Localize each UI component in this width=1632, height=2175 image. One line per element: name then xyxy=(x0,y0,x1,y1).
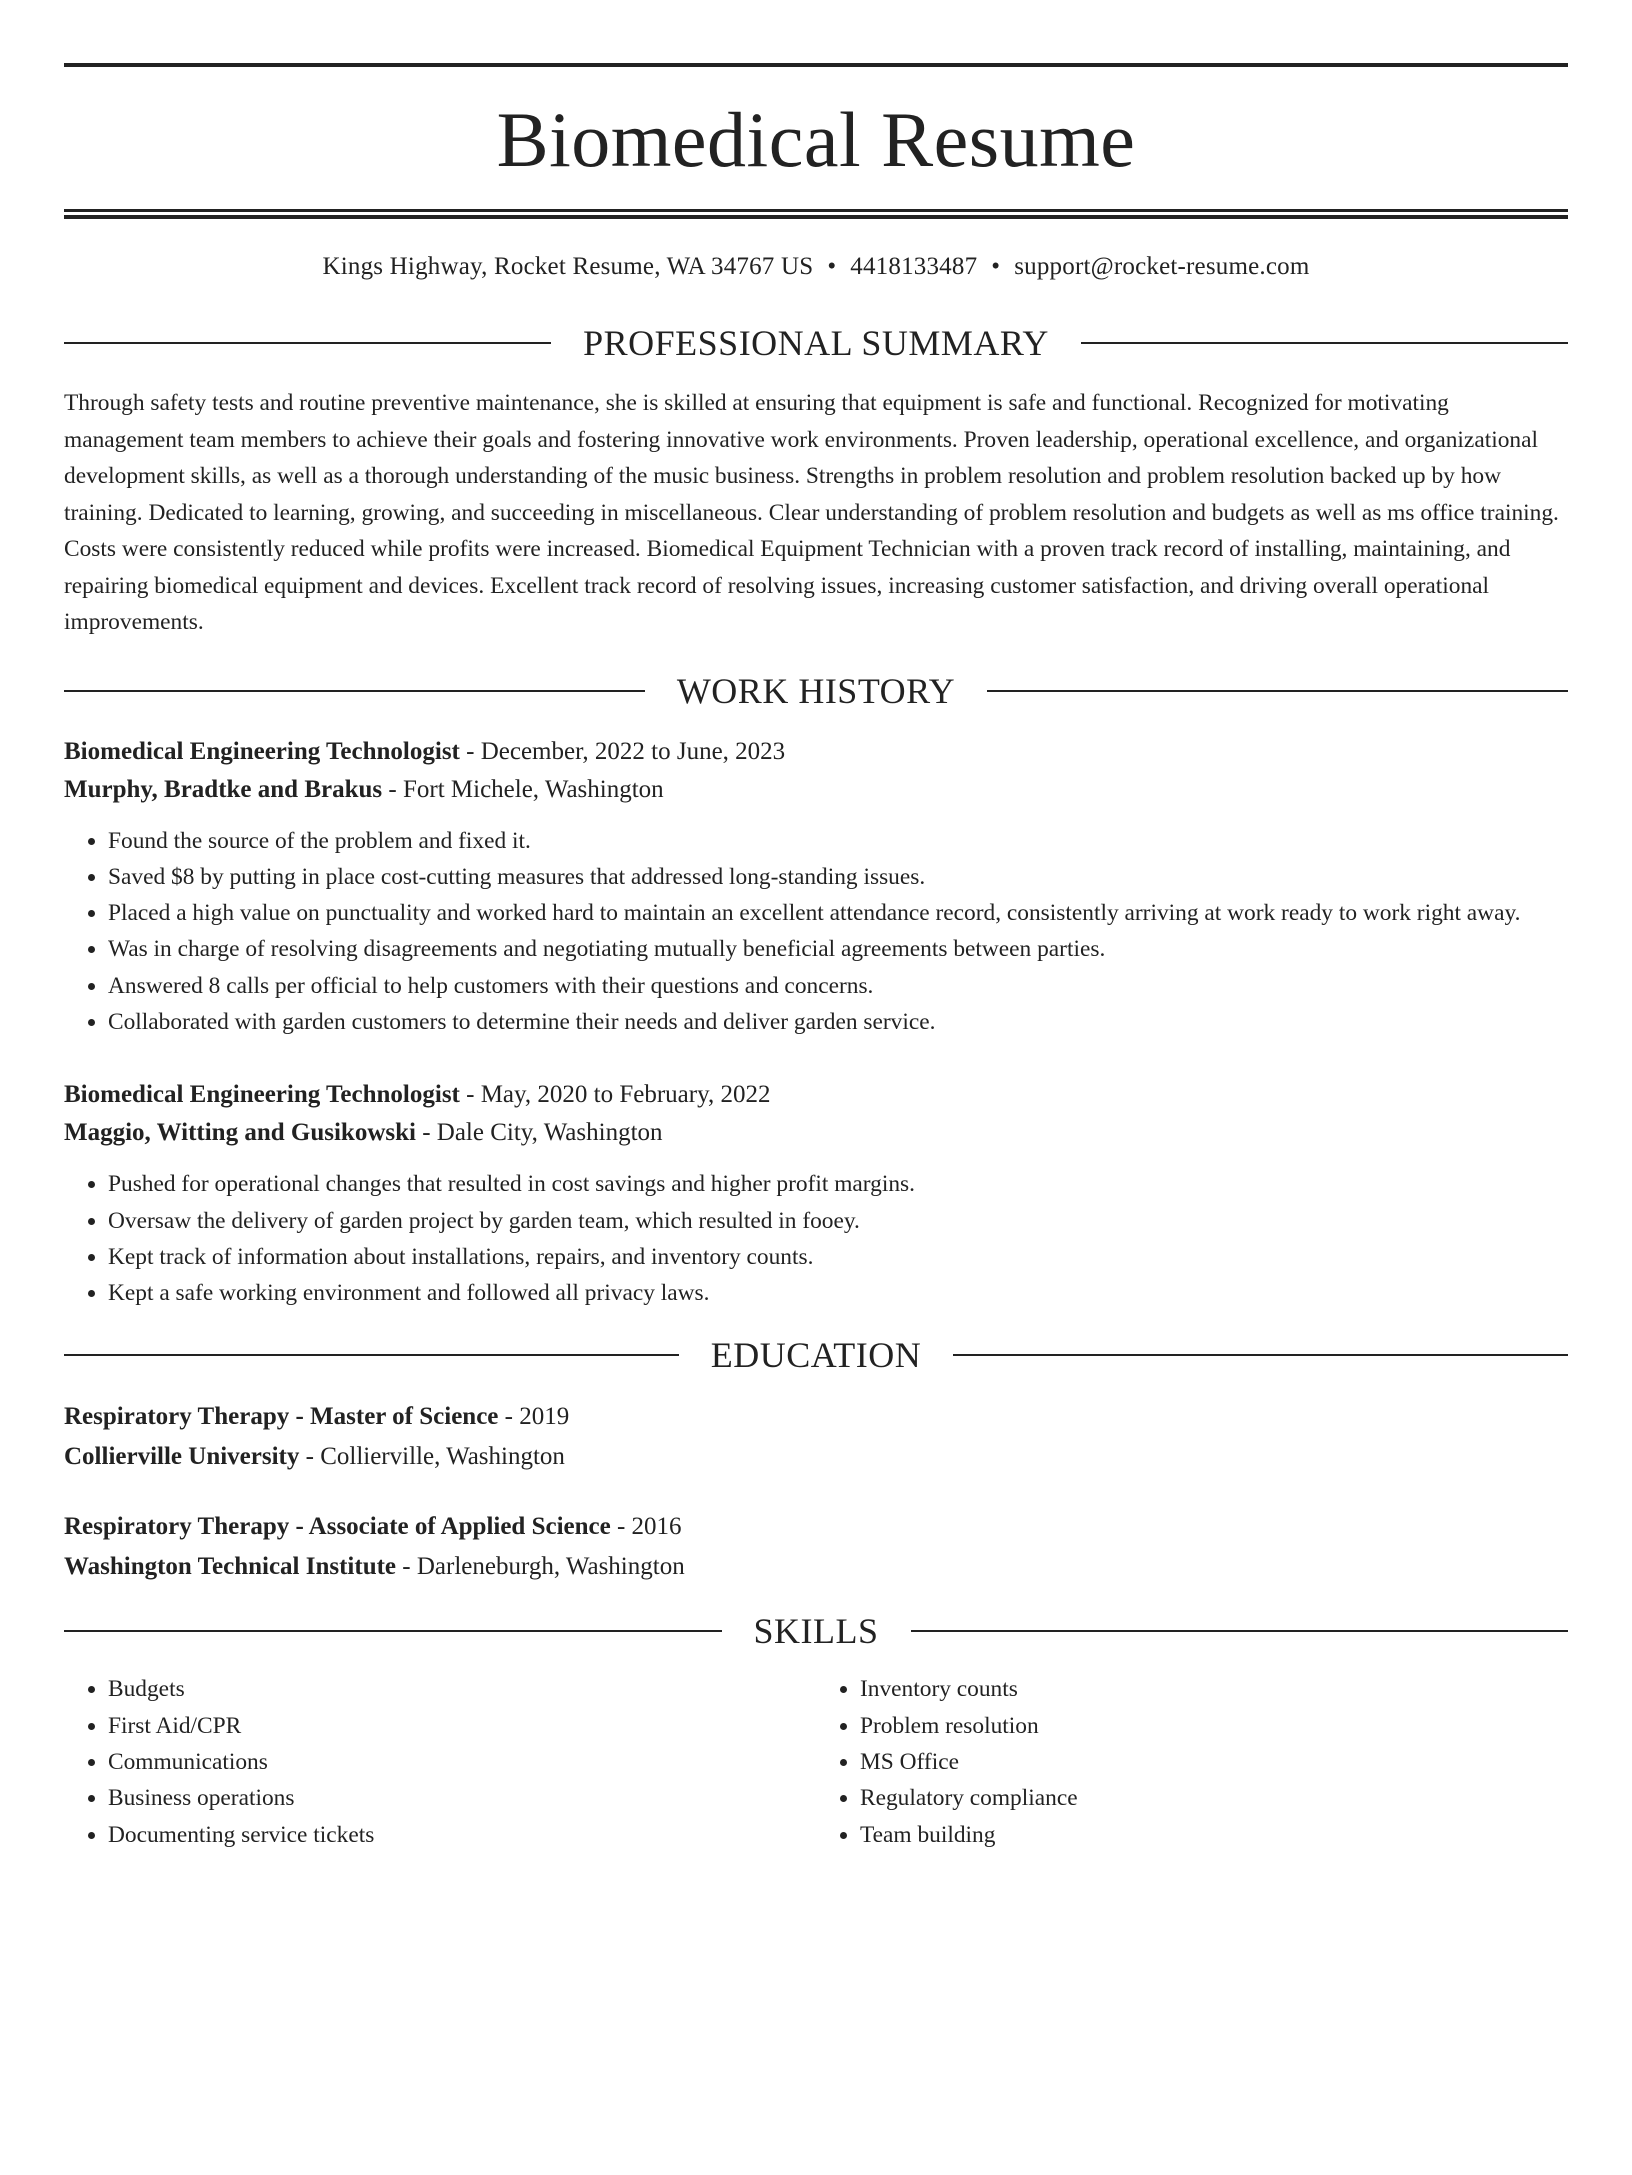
job-bullets xyxy=(64,823,1568,1041)
education-degree: Respiratory Therapy - Master of Science xyxy=(64,1403,499,1431)
education-entry xyxy=(64,1397,1568,1477)
skill-item: • Problem resolution xyxy=(860,1708,1568,1744)
heading-rule xyxy=(953,1354,1568,1356)
heading-rule xyxy=(64,1630,722,1632)
skill-item: • Communications xyxy=(108,1744,816,1780)
skill-item: • Documenting service tickets xyxy=(108,1817,816,1853)
resume-page xyxy=(0,63,1632,2175)
contact-email: support@rocket-resume.com xyxy=(1014,253,1310,280)
section-heading-summary xyxy=(64,323,1568,363)
section-heading-education xyxy=(64,1335,1568,1375)
skills-column-right xyxy=(816,1671,1568,1852)
job-company: Murphy, Bradtke and Brakus xyxy=(64,775,383,803)
skill-item: • Regulatory compliance xyxy=(860,1780,1568,1816)
education-year: - 2016 xyxy=(610,1513,682,1541)
education-school-line xyxy=(64,1437,1568,1477)
heading-rule xyxy=(911,1630,1569,1632)
list-item: • Saved $8 by putting in place cost-cutting measures that addressed long-standing issues. xyxy=(108,859,1568,895)
education-degree-line xyxy=(64,1507,1568,1547)
job-company-line xyxy=(64,1114,1568,1152)
title-double-rule xyxy=(64,209,1568,219)
education-year: - 2019 xyxy=(498,1403,570,1431)
job-title: Biomedical Engineering Technologist xyxy=(64,737,460,765)
list-item: • Found the source of the problem and fixed it. xyxy=(108,823,1568,859)
job-title-line xyxy=(64,733,1568,771)
education-school-line xyxy=(64,1547,1568,1587)
education-entry xyxy=(64,1507,1568,1587)
section-title: EDUCATION xyxy=(710,1335,922,1376)
list-item: • Placed a high value on punctuality and worked hard to maintain an excellent attendance record, consistently arriving at work ready to work right away. xyxy=(108,895,1568,931)
list-item: • Was in charge of resolving disagreements and negotiating mutually beneficial agreements between parties. xyxy=(108,931,1568,967)
list-item: • Kept track of information about installations, repairs, and inventory counts. xyxy=(108,1239,1568,1275)
skill-item: • MS Office xyxy=(860,1744,1568,1780)
summary-text: Through safety tests and routine preventive maintenance, she is skilled at ensuring that equipment is safe and functional. Recognized for motivating management team members to achieve their goals and fostering innovative work environments. Proven leadership, operational excellence, and organizational development skills, as well as a thorough understanding of the music business. Strengths in problem resolution and problem resolution backed up by how training. Dedicated to learning, growing, and succeeding in miscellaneous. Clear understanding of problem resolution and budgets as well as ms office training. Costs were consistently reduced while profits were increased. Biomedical Equipment Technician with a proven track record of installing, maintaining, and repairing biomedical equipment and devices. Excellent track record of resolving issues, increasing customer satisfaction, and driving overall operational improvements. xyxy=(64,390,1559,635)
heading-rule xyxy=(64,690,645,692)
section-heading-skills xyxy=(64,1611,1568,1651)
job-title-line xyxy=(64,1076,1568,1114)
skills-column-left xyxy=(64,1671,816,1852)
job-location: - Dale City, Washington xyxy=(415,1119,663,1147)
job-entry xyxy=(64,1076,1568,1311)
section-title: SKILLS xyxy=(753,1611,879,1652)
list-item: • Collaborated with garden customers to determine their needs and deliver garden service. xyxy=(108,1004,1568,1040)
document-title: Biomedical Resume xyxy=(496,96,1136,183)
skill-item: • Business operations xyxy=(108,1780,816,1816)
skill-item: • Budgets xyxy=(108,1671,816,1707)
job-location: - Fort Michele, Washington xyxy=(382,775,664,803)
job-company-line xyxy=(64,771,1568,809)
contact-line xyxy=(64,252,1568,282)
contact-address: Kings Highway, Rocket Resume, WA 34767 US xyxy=(322,253,814,280)
skill-item: • First Aid/CPR xyxy=(108,1708,816,1744)
education-location: - Collierville, Washington xyxy=(299,1443,565,1471)
education-school: Washington Technical Institute xyxy=(64,1553,397,1581)
heading-rule xyxy=(987,690,1568,692)
education-degree-line xyxy=(64,1397,1568,1437)
job-bullets xyxy=(64,1166,1568,1311)
contact-phone: 4418133487 xyxy=(850,253,978,280)
job-entry xyxy=(64,733,1568,1041)
education-location: - Darleneburgh, Washington xyxy=(396,1553,685,1581)
list-item: • Kept a safe working environment and followed all privacy laws. xyxy=(108,1275,1568,1311)
skills-grid xyxy=(64,1671,1568,1852)
education-school: Collierville University xyxy=(64,1443,300,1471)
job-company: Maggio, Witting and Gusikowski xyxy=(64,1119,416,1147)
list-item: • Pushed for operational changes that resulted in cost savings and higher profit margins. xyxy=(108,1166,1568,1202)
skill-item: • Inventory counts xyxy=(860,1671,1568,1707)
section-heading-work xyxy=(64,671,1568,711)
list-item: • Oversaw the delivery of garden project by garden team, which resulted in fooey. xyxy=(108,1203,1568,1239)
job-dates: - May, 2020 to February, 2022 xyxy=(459,1081,771,1109)
section-title: PROFESSIONAL SUMMARY xyxy=(583,323,1049,363)
contact-separator: • xyxy=(827,253,837,280)
heading-rule xyxy=(64,1354,679,1356)
skill-item: • Team building xyxy=(860,1817,1568,1853)
list-item: • Answered 8 calls per official to help customers with their questions and concerns. xyxy=(108,968,1568,1004)
education-degree: Respiratory Therapy - Associate of Applied Science xyxy=(64,1513,611,1541)
job-dates: - December, 2022 to June, 2023 xyxy=(459,737,786,765)
heading-rule xyxy=(1081,342,1568,344)
contact-separator: • xyxy=(991,253,1001,280)
section-title: WORK HISTORY xyxy=(676,670,956,711)
heading-rule xyxy=(64,342,551,344)
job-title: Biomedical Engineering Technologist xyxy=(64,1081,460,1109)
